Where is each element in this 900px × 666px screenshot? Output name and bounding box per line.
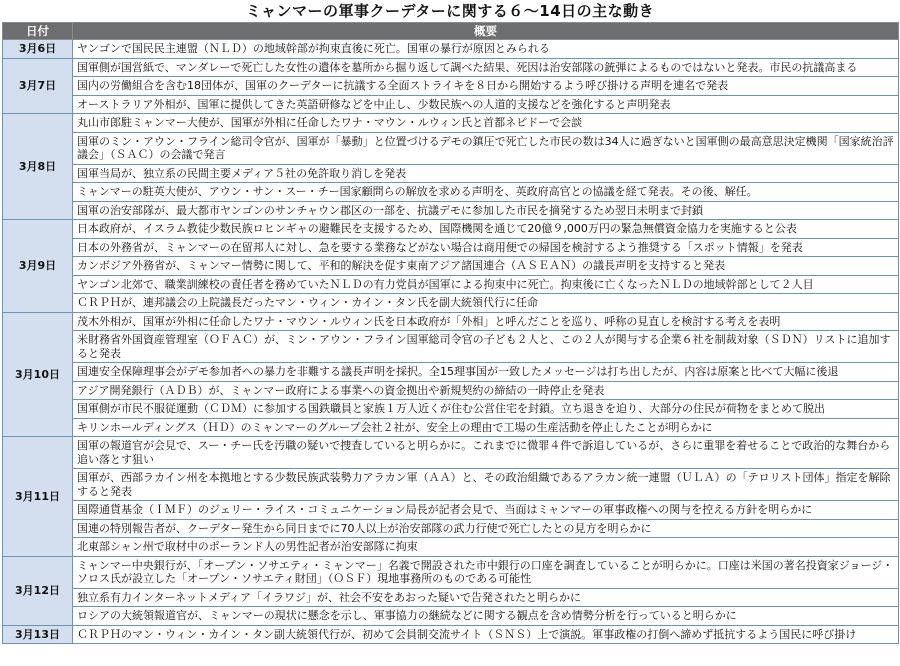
table-header-row [3, 23, 899, 40]
table-row [3, 418, 899, 437]
date-cell: 3月9日 [3, 220, 73, 313]
table-row [3, 312, 899, 331]
summary-cell: 日本の外務省が、ミャンマーの在留邦人に対し、急を要する業務などがない場合は商用便での帰国を検討するよう推奨する「スポット情報」を発表 [73, 238, 899, 257]
summary-cell: 国連の特別報告者が、クーデター発生から同日までに70人以上が治安部隊の武力行使で死亡したとの見方を明らかに [73, 519, 899, 538]
summary-cell: ロシアの大統領報道官が、ミャンマーの現状に懸念を示し、軍事協力の継続などに関する観点を含め情勢分析を行っていると明らかに [73, 607, 899, 626]
summary-cell: ＣＲＰＨのマン・ウィン・カイン・タン副大統領代行が、初めて会員制交流サイト（ＳＮＳ）上で演説。軍事政権の打倒へ諦めず抵抗するよう国民に呼び掛け [73, 625, 899, 644]
summary-cell: ヤンゴン北郊で、職業訓練校の責任者を務めていたＮＬＤの有力党員が国軍による拘束中に死亡。拘束後に亡くなったＮＬＤの地域幹部として２人目 [73, 275, 899, 294]
date-cell: 3月10日 [3, 312, 73, 437]
summary-cell: 丸山市郎駐ミャンマー大使が、国軍が外相に任命したワナ・マウン・ルウィン氏と首都ネピドーで会談 [73, 114, 899, 133]
table-row [3, 238, 899, 257]
table-row [3, 588, 899, 607]
summary-cell: キリンホールディングス（ＨＤ）のミャンマーのグループ会社２社が、安全上の理由で工場の生産活動を停止したことが明らかに [73, 418, 899, 437]
summary-cell: 国軍の治安部隊が、最大都市ヤンゴンのサンチャウン郡区の一部を、抗議デモに参加した市民を摘発するため翌日未明まで封鎖 [73, 201, 899, 220]
date-cell: 3月12日 [3, 556, 73, 625]
summary-cell: 茂木外相が、国軍が外相に任命したワナ・マウン・ルウィン氏を日本政府が「外相」と呼んだことを巡り、呼称の見直しを検討する考えを表明 [73, 312, 899, 331]
summary-cell: 日本政府が、イスラム教徒少数民族ロヒンギャの避難民を支援するため、国際機関を通じて20億９,000万円の緊急無償資金協力を実施すると公表 [73, 220, 899, 239]
summary-cell: 国連安全保障理事会がデモ参加者への暴力を非難する議長声明を採択。全15理事国が一致したメッセージは打ち出したが、内容は原案と比べて大幅に後退 [73, 363, 899, 382]
summary-cell: ミャンマーの駐英大使が、アウン・サン・スー・チー国家顧問らの解放を求める声明を、英政府高官との協議を経て発表。その後、解任。 [73, 183, 899, 202]
table-row [3, 400, 899, 419]
summary-cell: ヤンゴンで国民民主連盟（ＮＬＤ）の地域幹部が拘束直後に死亡。国軍の暴行が原因とみられる [73, 40, 899, 59]
summary-cell: アジア開発銀行（ＡＤＢ）が、ミャンマー政府による事業への資金拠出や新規契約の締結の一時停止を発表 [73, 381, 899, 400]
summary-cell: 米財務省外国資産管理室（ＯＦＡＣ）が、ミン・アウン・フライン国軍総司令官の子ども２人と、この２人が関与する企業６社を制裁対象（ＳＤＮ）リストに追加すると発表 [73, 331, 899, 363]
table-row [3, 164, 899, 183]
table-row [3, 220, 899, 239]
table-row [3, 469, 899, 501]
date-cell: 3月6日 [3, 40, 73, 59]
table-row [3, 294, 899, 313]
summary-cell: カンボジア外務省が、ミャンマー情勢に関して、平和的解決を促す東南アジア諸国連合（ＡＳＥＡＮ）の議長声明を支持すると発表 [73, 257, 899, 276]
table-row [3, 607, 899, 626]
page-title: ミャンマーの軍事クーデターに関する６～14日の主な動き [245, 2, 655, 20]
date-column-header: 日付 [3, 23, 73, 40]
table-row [3, 132, 899, 164]
table-row [3, 58, 899, 77]
summary-cell: 独立系有力インターネットメディア「イラワジ」が、社会不安をあおった疑いで告発されたと明らかに [73, 588, 899, 607]
date-cell: 3月11日 [3, 437, 73, 557]
summary-cell: 国軍当局が、独立系の民間主要メディア５社の免許取り消しを発表 [73, 164, 899, 183]
date-cell: 3月7日 [3, 58, 73, 114]
summary-cell: 北東部シャン州で取材中のポーランド人の男性記者が治安部隊に拘束 [73, 538, 899, 557]
date-cell: 3月8日 [3, 114, 73, 220]
summary-cell: 国軍のミン・アウン・フライン総司令官が、国軍が「暴動」と位置づけるデモの鎮圧で死亡した市民の数は34人に過ぎないと国軍側の最高意思決定機関「国家統治評議会」（ＳＡＣ）の会議で発言 [73, 132, 899, 164]
summary-cell: 国軍側が市民不服従運動（ＣＤＭ）に参加する国鉄職員と家族１万人近くが住む公営住宅を封鎖。立ち退きを迫り、大部分の住民が荷物をまとめて脱出 [73, 400, 899, 419]
table-row [3, 363, 899, 382]
summary-cell: 国軍側が国営紙で、マンダレーで死亡した女性の遺体を墓所から掘り返して調べた結果、死因は治安部隊の銃弾によるものではないと発表。市民の抗議高まる [73, 58, 899, 77]
table-row [3, 183, 899, 202]
table-row [3, 501, 899, 520]
table-row [3, 40, 899, 59]
table-row [3, 538, 899, 557]
summary-cell: 国軍が、西部ラカイン州を本拠地とする少数民族武装勢力アラカン軍（ＡＡ）と、その政治組織であるアラカン統一連盟（ＵＬＡ）の「テロリスト団体」指定を解除すると発表 [73, 469, 899, 501]
table-row [3, 625, 899, 644]
summary-cell: オーストラリア外相が、国軍に提供してきた英語研修などを中止し、少数民族への人道的支援などを強化すると声明発表 [73, 95, 899, 114]
table-row [3, 275, 899, 294]
table-row [3, 519, 899, 538]
table-row [3, 331, 899, 363]
table-body [3, 40, 899, 644]
summary-cell: 国内の労働組合を含む18団体が、国軍のクーデターに抗議する全面ストライキを８日から開始するよう呼び掛ける声明を連名で発表 [73, 77, 899, 96]
table-row [3, 201, 899, 220]
table-row [3, 114, 899, 133]
table-row [3, 556, 899, 588]
summary-cell: 国軍の報道官が会見で、スー・チー氏を汚職の疑いで捜査していると明らかに。これまでに微罪４件で訴追しているが、さらに重罪を着せることで政治的な舞台から追い落とす狙い [73, 437, 899, 469]
summary-cell: ミャンマー中央銀行が、「オープン・ソサエティ・ミャンマー」名義で開設された市中銀行の口座を調査していることが明らかに。口座は米国の著名投資家ジョージ・ソロス氏が設立した「オープン・ソサエティ財団」（ＯＳＦ）現地事務所のものである可能性 [73, 556, 899, 588]
table-row [3, 77, 899, 96]
summary-cell: ＣＲＰＨが、連邦議会の上院議長だったマン・ウィン・カイン・タン氏を副大統領代行に任命 [73, 294, 899, 313]
summary-cell: 国際通貨基金（ＩＭＦ）のジェリー・ライス・コミュニケーション局長が記者会見で、当面はミャンマーの軍事政権への関与を控える方針を明らかに [73, 501, 899, 520]
table-row [3, 381, 899, 400]
table-row [3, 257, 899, 276]
events-table [2, 22, 899, 644]
table-row [3, 437, 899, 469]
summary-column-header: 概要 [73, 23, 899, 40]
table-row [3, 95, 899, 114]
date-cell: 3月13日 [3, 625, 73, 644]
